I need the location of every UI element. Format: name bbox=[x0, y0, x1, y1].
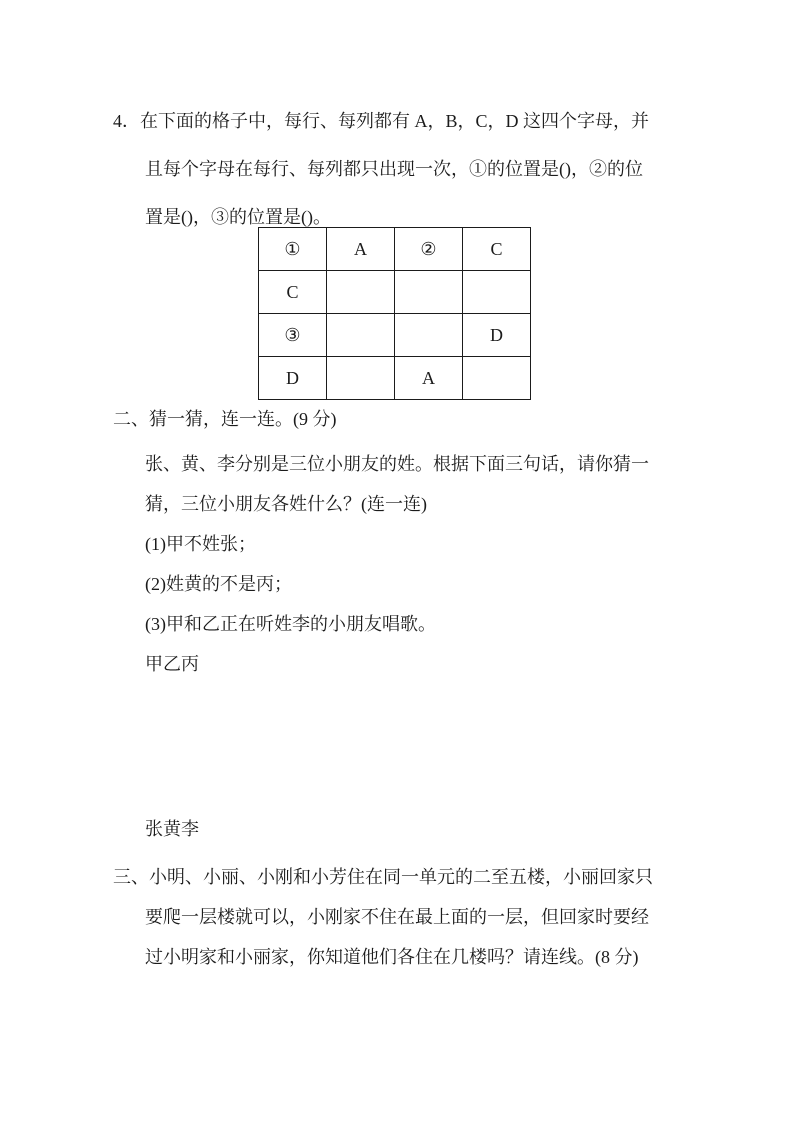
grid-cell-r3c1: ③ bbox=[259, 314, 327, 357]
match-names-bottom: 张黄李 bbox=[145, 819, 199, 839]
section-2-heading: 二、猜一猜，连一连。(9 分) bbox=[113, 409, 337, 429]
match-names-top: 甲乙丙 bbox=[145, 654, 199, 674]
grid-cell-r4c4 bbox=[463, 357, 531, 400]
section-2-intro-line-2: 猜，三位小朋友各姓什么？(连一连) bbox=[145, 494, 427, 514]
grid-cell-r1c3: ② bbox=[395, 228, 463, 271]
grid-cell-r4c3: A bbox=[395, 357, 463, 400]
grid-cell-r3c2 bbox=[327, 314, 395, 357]
grid-cell-r3c4: D bbox=[463, 314, 531, 357]
section-2-body bbox=[145, 444, 649, 684]
section-3 bbox=[113, 857, 653, 977]
grid-cell-r2c3 bbox=[395, 271, 463, 314]
grid-cell-r2c1: C bbox=[259, 271, 327, 314]
grid-row-2 bbox=[259, 271, 531, 314]
question-4-line-2: 且每个字母在每行、每列都只出现一次，①的位置是()，②的位 bbox=[145, 159, 643, 179]
section-3-line-1: 三、小明、小丽、小刚和小芳住在同一单元的二至五楼，小丽回家只 bbox=[113, 867, 653, 887]
grid-row-4 bbox=[259, 357, 531, 400]
letter-grid bbox=[258, 227, 531, 400]
grid-cell-r3c3 bbox=[395, 314, 463, 357]
clue-3: (3)甲和乙正在听姓李的小朋友唱歌。 bbox=[145, 614, 436, 634]
grid-cell-r1c1: ① bbox=[259, 228, 327, 271]
section-2-intro-line-1: 张、黄、李分别是三位小朋友的姓。根据下面三句话，请你猜一 bbox=[145, 454, 649, 474]
grid-cell-r1c2: A bbox=[327, 228, 395, 271]
grid-cell-r2c2 bbox=[327, 271, 395, 314]
grid-row-3 bbox=[259, 314, 531, 357]
clue-1: (1)甲不姓张； bbox=[145, 534, 256, 554]
grid-cell-r4c1: D bbox=[259, 357, 327, 400]
section-3-line-3: 过小明家和小丽家，你知道他们各住在几楼吗？请连线。(8 分) bbox=[145, 947, 639, 967]
grid-cell-r1c4: C bbox=[463, 228, 531, 271]
grid-row-1 bbox=[259, 228, 531, 271]
question-4-line-1: 4．在下面的格子中，每行、每列都有 A，B，C，D 这四个字母，并 bbox=[113, 111, 650, 131]
section-3-line-2: 要爬一层楼就可以，小刚家不住在最上面的一层，但回家时要经 bbox=[145, 907, 649, 927]
question-4-line-3: 置是()，③的位置是()。 bbox=[145, 207, 331, 227]
question-4 bbox=[113, 97, 649, 241]
grid-cell-r2c4 bbox=[463, 271, 531, 314]
clue-2: (2)姓黄的不是丙； bbox=[145, 574, 292, 594]
grid-cell-r4c2 bbox=[327, 357, 395, 400]
